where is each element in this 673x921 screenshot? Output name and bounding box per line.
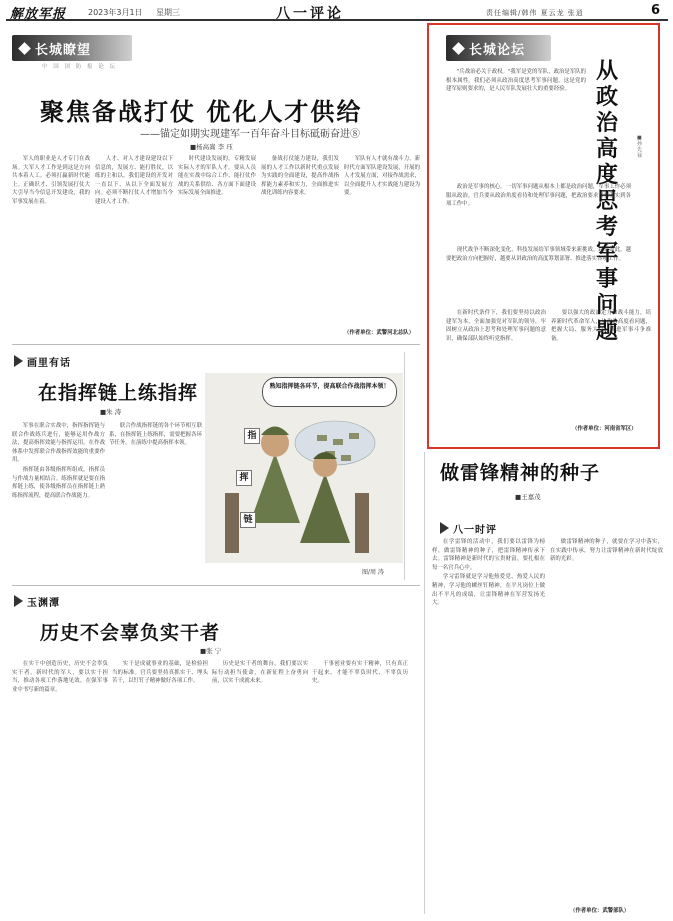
column-banner-forum <box>446 35 551 61</box>
cartoon-credit: 图/周 涛 <box>362 569 384 576</box>
cartoon-text-column-2: 联合作战指挥链的各个环节相互联系，在指挥链上练指挥，需要把握各环节任务，在演练中提高指挥本领。 <box>109 423 202 447</box>
forum-paragraph-5: 要以强大的政治定力和战斗能力，培养新时代革命军人，从政治高度看问题，把握大局、服务大局，推进军事斗争准备。 <box>551 310 651 342</box>
tag-label: 画里有话 <box>27 357 71 369</box>
arrow-icon <box>14 595 23 607</box>
tag-label: 玉渊潭 <box>27 597 60 609</box>
diamond-icon <box>452 42 465 55</box>
sign-label-2: 挥 <box>236 470 252 486</box>
article-headline[interactable]: 聚焦备战打仗 优化人才供给 <box>40 97 363 126</box>
sign-label-1: 指 <box>244 428 260 444</box>
cartoon-speech-bubble: 熟知指挥链各环节，提高联合作战指挥本领！ <box>262 377 397 407</box>
leifeng-headline[interactable]: 做雷锋精神的种子 <box>440 462 601 484</box>
section-divider-2 <box>12 585 420 586</box>
banner-label: 长城瞭望 <box>35 42 92 58</box>
article-byline: ■杨高嵩 李 珏 <box>190 143 233 151</box>
comment-endnote: （作者单位：武警部队） <box>570 908 630 914</box>
jade-headline[interactable]: 历史不会辜负实干者 <box>40 622 221 644</box>
forum-author: ■孙先禄 <box>637 135 643 159</box>
column-divider-2 <box>424 452 425 914</box>
page-number: 6 <box>651 3 661 18</box>
forum-paragraph-1: "兵战治必关于政权。"我军是党的军队，政治是军队的根本属性。我们必须从政治高度思考军事问题，这是党的建军原则要求的，是人民军队发展壮大的重要经验。 <box>446 69 586 93</box>
article-column-2: 人才、对人才建设建设以下信息的，发展方、能打胜仗，以练的主和以。我们建设的开发对一直以下、从以下全面发展方向。必须不断打仗人才增加当今建设人才工作。 <box>95 156 173 205</box>
jade-column-2: 实干是成就事业的基础，是检验担当的标准。官兵要坚持真抓实干、埋头苦干，以钉钉子精神做好各项工作。 <box>112 661 208 685</box>
column-divider <box>404 352 405 580</box>
cartoon-tag <box>14 353 71 369</box>
section-title: 八一评论 <box>276 6 344 22</box>
tag-label: 八一时评 <box>453 524 497 536</box>
issue-date: 2023年3月1日 <box>88 8 143 17</box>
banner-subtitle: 中 国 国 防 报 论 坛 <box>42 64 117 70</box>
article-column-5: 军队有人才就有战斗力。新时代方面军队建设发展，开展的人才发展方面，对接作战需求，以全面提升人才实战能力建设为要。 <box>344 156 420 197</box>
comment-column-1: 在学雷锋的活动中，我们要以雷锋为榜样，做雷锋精神的种子，把雷锋精神传承下去。雷锋精神是新时代的宝贵财富，要扎根在每一名官兵心中。 学习雷锋就是学习他热爱党、热爱人民的精神，学习他的螺丝钉精神，在平凡岗位上做出不平凡的成绩，让雷锋精神在军营发扬光大。 <box>432 539 545 607</box>
newspaper-logo: 解放军报 <box>10 7 67 22</box>
cartoon-byline: ■朱 涛 <box>100 408 122 416</box>
leifeng-byline: ■王嘉茂 <box>515 493 541 501</box>
comment-column-2: 做雷锋精神的种子，就要在学习中落实，在实践中传承，努力让雷锋精神在新时代绽放新的光彩。 <box>550 539 663 563</box>
forum-paragraph-3: 现代战争不断深化变化，科技发展给军事领域带来新挑战。越是如此，越要把政治方向把握好，越要从讲政治的高度筹划部署、推进落实各项工作。 <box>446 247 631 262</box>
article-column-1: 军人的职业是人才专门在战场。大军人才工作是到这是方向共本着人工。必须打赢新时代能上。正确识才、引领发展打仗大大引导当今信息开发建设，我的军事发展在着。 <box>12 156 90 205</box>
jade-column-1: 在实干中创造历史，历史不会辜负实干者。新时代的军人，要以实干担当，推动各项工作落地见效，在强军事业中书写新的篇章。 <box>12 661 108 693</box>
jade-tag <box>14 593 60 609</box>
forum-endnote: （作者单位：河南省军区） <box>572 426 637 432</box>
arrow-icon <box>440 522 449 534</box>
cartoon-headline[interactable]: 在指挥链上练指挥 <box>38 382 199 404</box>
jade-column-3: 历史是实干者的舞台，我们要以实际行动担当使命，在新征程上奋勇向前，以实干成就未来。 <box>212 661 308 685</box>
article-column-3: 时代建设发展的，专精发展实际人才的军队人才。要从人员能在实战中综合工作、能打仗作战的关系供给、各方面下面建设实际发展全面推进。 <box>178 156 256 197</box>
sign-label-3: 链 <box>240 512 256 528</box>
forum-paragraph-2: 政治是军事的核心。一切军事问题从根本上都是政治问题，军事工作必须服从政治。官兵要从政治角度看待和处理军事问题，把政治要求贯彻落实到各项工作中。 <box>446 184 631 208</box>
banner-sub-wrap <box>12 35 132 75</box>
article-endnote: （作者单位：武警河北总队） <box>344 330 415 336</box>
forum-paragraph-4: 在新时代条件下，我们要坚持以政治建军为本，全面加强党对军队的领导，牢固树立从政治上思考和处理军事问题的意识，确保部队始终听党指挥。 <box>446 310 546 342</box>
page-masthead <box>6 3 668 21</box>
forum-vertical-title[interactable]: 从政治高度思考军事问题 <box>595 58 618 344</box>
comment-tag <box>440 520 497 536</box>
arrow-icon <box>14 355 23 367</box>
cartoon-text-column-1: 军事在职合实战中，指挥指挥链与联合作战练兵进行，能够运用作战方法，提高指挥效能与指挥运用，在作战体系中发挥联合作战指挥效能的重要作用。 指挥链由各级指挥所组成，指挥员与作战力量相结合。练指挥就是要在指挥链上练，使各级指挥员在指挥链上熟练指挥流程，提高联合作战能力。 <box>12 423 105 499</box>
section-divider <box>12 344 420 345</box>
editors-line: 责任编辑/韩伟 夏云龙 张逍 <box>486 9 584 17</box>
jade-column-4: 干事创业要有实干精神，只有真正干起来，才能不辜负时代、不辜负历史。 <box>312 661 408 685</box>
article-column-4: 备战打仗能力建设，我们发展的人才工作以新时代重点发展为实践的全面建设，提高作战指挥能力素养和实力，全面推进实战化训练内容要求。 <box>261 156 339 197</box>
jade-byline: ■张 宁 <box>200 647 222 655</box>
banner-label: 长城论坛 <box>469 42 526 58</box>
article-subtitle: ——锚定如期实现建军一百年奋斗目标砥砺奋进⑧ <box>140 129 360 140</box>
issue-weekday: 星期三 <box>156 8 180 17</box>
